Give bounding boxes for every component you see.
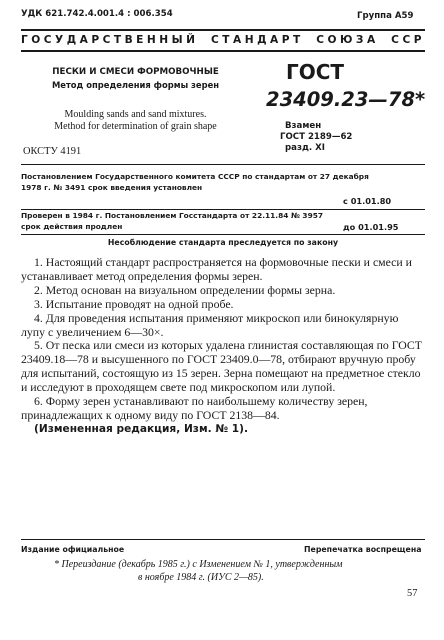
valid-until: до 01.01.95 [343, 222, 399, 232]
footer-rule [21, 539, 425, 540]
document-title-en-line2: Method for determination of grain shape [54, 121, 217, 132]
valid-until-rule [21, 234, 425, 235]
standard-banner: ГОСУДАРСТВЕННЫЙ СТАНДАРТ СОЮЗА ССР [21, 34, 425, 46]
header-rule-bottom [21, 50, 425, 52]
document-title-en-line1: Moulding sands and sand mixtures. [64, 109, 207, 120]
reprint-forbidden: Перепечатка воспрещена [304, 545, 422, 554]
document-subtitle-ru: Метод определения формы зерен [51, 80, 220, 90]
check-line2: срок действия продлен [21, 222, 123, 231]
page-number: 57 [407, 588, 418, 599]
paragraph-4: 4. Для проведения испытания применяют микроскоп или бинокулярную лупу с увеличением 6—30×. [21, 310, 399, 339]
gost-label: ГОСТ [286, 60, 345, 84]
gost-number: 23409.23—78* [266, 88, 426, 111]
replaces-standard: ГОСТ 2189—62 [280, 132, 353, 142]
document-title-ru: ПЕСКИ И СМЕСИ ФОРМОВОЧНЫЕ [52, 67, 219, 77]
header-rule-top [21, 29, 425, 31]
decree-line2: 1978 г. № 3491 срок введения установлен [21, 183, 203, 192]
paragraph-2: 2. Метод основан на визуальном определении формы зерна. [34, 282, 336, 297]
group-code: Группа А59 [357, 11, 414, 21]
amendment-note: (Измененная редакция, Изм. № 1). [34, 422, 249, 435]
paragraph-6: 6. Форму зерен устанавливают по наибольшему количеству зерен, принадлежащих к одному виду по ГОСТ 2138—84. [21, 394, 368, 422]
standard-body [21, 256, 425, 437]
legal-warning: Несоблюдение стандарта преследуется по закону [107, 238, 339, 247]
reissue-note-line2: в ноябре 1984 г. (ИУС 2—85). [138, 572, 264, 583]
check-line1: Проверен в 1984 г. Постановлением Госстандарта от 22.11.84 № 3957 [21, 211, 323, 220]
title-rule [21, 164, 425, 165]
decree-line1: Постановлением Государственного комитета СССР по стандартам от 27 декабря [21, 172, 369, 181]
udk-code: УДК 621.742.4.001.4 : 006.354 [21, 9, 173, 19]
reissue-note-line1: * Переиздание (декабрь 1985 г.) с Изменением № 1, утвержденным [54, 559, 343, 570]
paragraph-1: 1. Настоящий стандарт распространяется на формовочные пески и смеси и устанавливает метод определения формы зерен. [21, 255, 412, 283]
effective-date-rule [21, 209, 425, 210]
effective-date: с 01.01.80 [343, 196, 392, 206]
okstu-code: ОКСТУ 4191 [23, 146, 82, 157]
replaces-label: Взамен [285, 121, 322, 131]
replaces-section: разд. XI [285, 143, 325, 153]
paragraph-5: 5. От песка или смеси из которых удалена глинистая составляющая по ГОСТ 23409.18—78 и высушенного по ГОСТ 23409.0—78, отбирают вручную пробу для испытаний, состоящую из 15 зерен. Зерна помещают на предметное стекло и исследуют в проходящем свете под микроскопом или лупой. [21, 338, 422, 395]
official-edition: Издание официальное [21, 545, 125, 554]
paragraph-3: 3. Испытание проводят на одной пробе. [34, 296, 234, 311]
